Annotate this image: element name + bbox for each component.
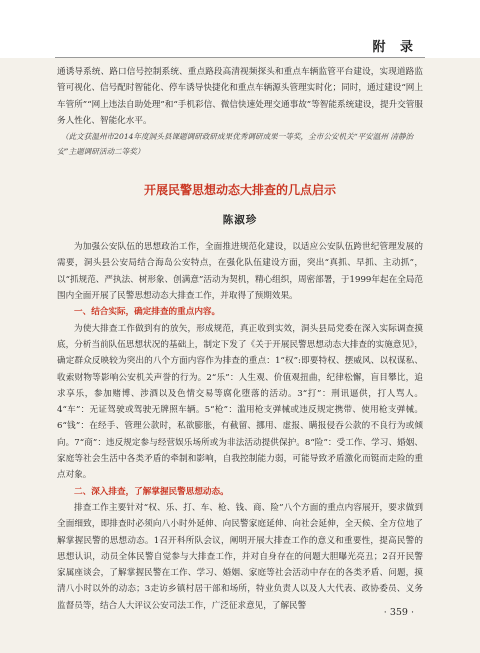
- intro-paragraph: 通诱导系统、路口信号控制系统、重点路段高清视频探头和重点车辆监管平台建设，实现道路监管可视化、信号配时智能化、停车诱导快捷化和重点车辆源头管理实时化；同时，通过建设“网上车管所”“网上违法自助处理”和“手机彩信、微信快速处理交通事故”等智能系统建设，提升交管服务人性化、智能化水平。: [57, 67, 423, 126]
- section-heading-2: 二、深入排查，了解掌握民警思想动态。: [74, 486, 229, 497]
- header-rule: [55, 57, 425, 58]
- running-header-label: 附 录: [372, 40, 418, 55]
- section-paragraph-2: 排查工作主要针对“权、乐、打、车、枪、钱、商、险”八个方面的重点内容展开，要求做到全面细致，即排查时必须向八小时外延伸、向民警家庭延伸、向社会延伸，全天候、全方位地了解掌握民警的思想动态。1召开科所队会议，阐明开展大排查工作的意义和重要性，提高民警的思想认识，动员全体民警自觉参与大排查工作，并对自身存在的问题大胆曝光亮丑；2召开民警家属座谈会，了解掌握民警在工作、学习、婚姻、家庭等社会活动中存在的各类矛盾、问题，摸清八小时以外的动态；3走访乡镇村居干部和场所，特业负责人以及人大代表、政协委员、义务监督员等，结合人大评议公安司法工作，广泛征求意见，了解民警: [57, 502, 423, 611]
- page-body: [57, 64, 423, 614]
- award-note: （此文获温州市2014年度洞头县课题调研政研成果优秀调研成果一等奖，全市公安机关“平安温州 清静治安”主题调研活动二等奖）: [57, 132, 414, 157]
- article-paragraph-1: 为加强公安队伍的思想政治工作，全面推进规范化建设，以适应公安队伍跨世纪管理发展的需要，洞头县公安局结合海岛公安特点，在强化队伍建设方面，突出“真抓、早抓、主动抓”，以“抓规范、严执法、树形象、创满意”活动为契机，精心组织，周密部署，于1999年起在全局范围内全面开展了民警思想动态大排查工作，并取得了预期效果。: [57, 242, 423, 302]
- section-paragraph-1: 为使大排查工作做到有的放矢，形成规范，真正收到实效，洞头县局党委在深入实际调查摸底，分析当前队伍思想状况的基础上，制定下发了《关于开展民警思想动态大排查的实施意见》，确定群众反映较为突出的八个方面内容作为排查的重点：1“权”:即要特权、摆威风、以权谋私、收索财物等影响公安机关声誉的行为。2“乐”：人生观、价值观扭曲，纪律松懈，盲目攀比，追求享乐，参加赌博、涉酒以及色情交易等腐化堕落的活动。3“打”：刑讯逼供，打人骂人。4“车”：无证驾驶或驾驶无牌照车辆。5“枪”：滥用枪支弹械或违反规定携带、使用枪支弹械。6“钱”：在经手、管理公款时，私欲膨胀，有截留、挪用、虚报、瞒报侵吞公款的不良行为或倾向。7“商”：违反规定参与经营娱乐场所或为非法活动提供保护。8“险”：受工作、学习、婚姻、家庭等社会生活中各类矛盾的牵制和影响，自我控制能力弱，可能导致矛盾激化而铤而走险的重点对象。: [57, 323, 423, 481]
- page-number: · 359 ·: [383, 607, 414, 618]
- article-title: 开展民警思想动态大排查的几点启示: [143, 183, 336, 198]
- article-author: 陈淑珍: [222, 214, 258, 227]
- section-heading-1: 一、结合实际，确定排查的重点内容。: [74, 307, 221, 318]
- page-header: [0, 0, 480, 58]
